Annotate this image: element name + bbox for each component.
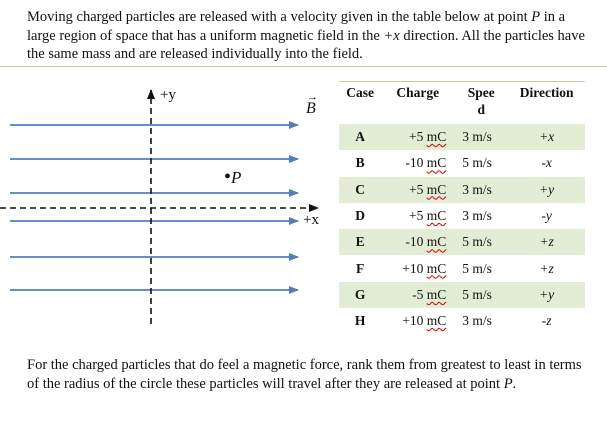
x-axis-label: +x: [303, 212, 319, 228]
table-row: [339, 177, 585, 203]
table-body: [339, 124, 585, 334]
header-divider: [0, 66, 607, 67]
col-charge: Charge: [381, 82, 454, 125]
cell-speed: 5 m/s: [454, 282, 508, 308]
cell-speed: 3 m/s: [454, 177, 508, 203]
x-direction-ref: +x: [383, 27, 400, 44]
cell-speed: 3 m/s: [454, 124, 508, 150]
cell-charge: -5 mC: [381, 282, 454, 308]
cell-case: H: [354, 313, 366, 329]
cell-speed: 3 m/s: [462, 208, 492, 224]
cell-charge: +10 mC: [402, 260, 447, 276]
col-case: Case: [339, 82, 381, 125]
table-row: [339, 229, 585, 255]
table-row: [339, 255, 585, 281]
vector-arrow-icon: →: [307, 91, 318, 103]
cell-case: C: [339, 177, 381, 203]
table-row: [339, 308, 585, 334]
point-p-ref: P: [531, 9, 541, 25]
table-row: [339, 282, 585, 308]
cell-charge: +5 mC: [381, 124, 454, 150]
cell-direction: +y: [508, 282, 585, 308]
col-speed: Speed: [454, 82, 508, 125]
point-dot-icon: •: [224, 166, 232, 188]
point-p-ref: P: [503, 375, 513, 392]
table-row: [339, 203, 585, 229]
cell-direction: -y: [541, 208, 552, 224]
cell-charge: +5 mC: [381, 177, 454, 203]
intro-paragraph: Moving charged particles are released with a velocity given in the table below at point P in a large region of space that has a uniform magnetic field in the +x direction. All the particles have the same mass and are released individually into the field.: [27, 9, 585, 62]
table-header-row: [339, 82, 585, 125]
cell-direction: +z: [508, 229, 585, 255]
cell-case: F: [355, 260, 365, 276]
cell-direction: -z: [541, 313, 552, 329]
cell-charge: +10 mC: [402, 313, 447, 329]
cell-direction: +y: [508, 177, 585, 203]
cell-charge: -10 mC: [405, 155, 447, 171]
table-row: [339, 124, 585, 150]
cell-case: G: [339, 282, 381, 308]
point-p-label: •P: [224, 166, 242, 188]
question-paragraph: For the charged particles that do feel a magnetic force, rank them from greatest to least in terms of the radius of the circle these particles will travel after they are released at point P.: [27, 357, 582, 392]
cell-case: D: [355, 208, 365, 224]
cell-speed: 3 m/s: [462, 313, 492, 329]
cell-case: E: [339, 229, 381, 255]
cell-direction: -x: [541, 155, 552, 171]
magnetic-field-diagram: [0, 80, 335, 335]
cell-charge: +5 mC: [409, 208, 447, 224]
table-row: [339, 150, 585, 176]
cell-case: A: [339, 124, 381, 150]
cell-speed: 5 m/s: [454, 229, 508, 255]
cell-speed: 5 m/s: [462, 260, 492, 276]
cell-charge: -10 mC: [381, 229, 454, 255]
cell-case: B: [355, 155, 365, 171]
cell-direction: +z: [539, 260, 554, 276]
cases-table: [339, 81, 585, 334]
col-direction: Direction: [508, 82, 585, 125]
field-b-label: → B: [306, 91, 318, 117]
cell-direction: +x: [508, 124, 585, 150]
cell-speed: 5 m/s: [462, 155, 492, 171]
y-axis-label: +y: [160, 87, 176, 103]
